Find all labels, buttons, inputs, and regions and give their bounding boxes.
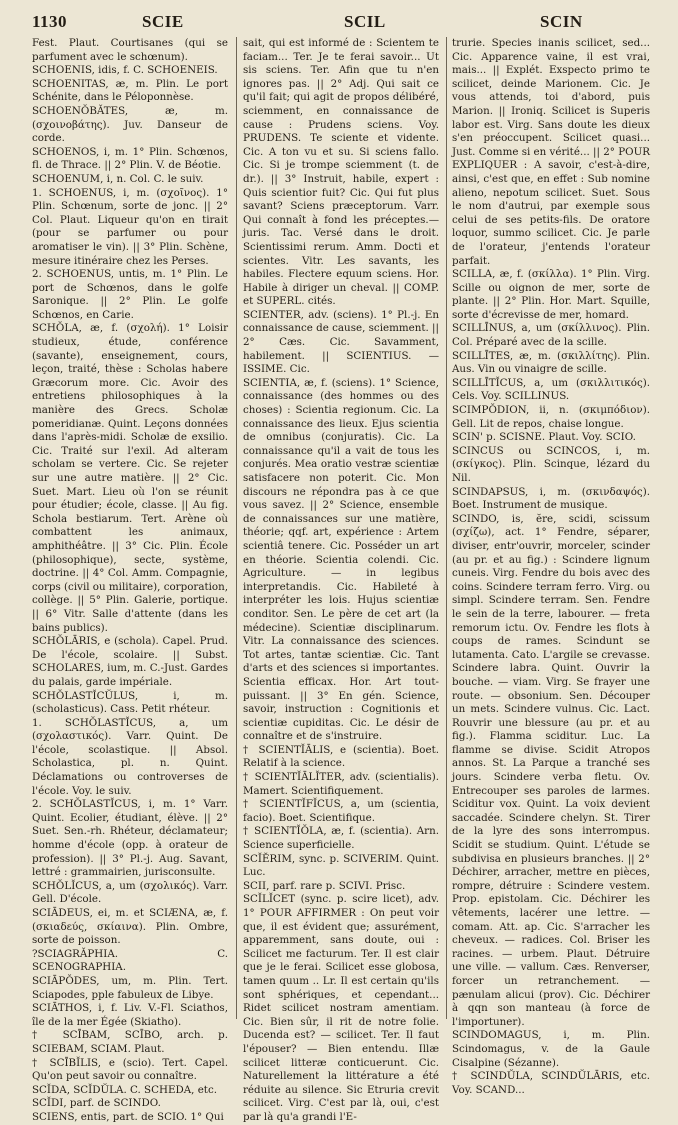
dictionary-entry: SCINCUS ou SCINCOS, i, m. (σκίγκος). Plin. Scinque, lézard du Nil.: [452, 444, 650, 484]
dictionary-entry: † SCIENTĬFĬCUS, a, um (scientia, facio). Boet. Scientifique.: [243, 798, 439, 824]
dictionary-entry: SCIĀTHOS, i, f. Liv. V.-Fl. Sciathos, île de la mer Égée (Skiatho).: [32, 1002, 228, 1028]
dictionary-entry: trurie. Species inanis scilicet, sed... Cic. Apparence vaine, il est vrai, mais... || Explét. Exspecto primo te scilicet, deinde Marionem. Cic. Je vous attends, toi d'abord, puis Marion. || Ironiq. Scilicet is Superis labor est. Virg. Sans doute les dieux s'en préoccupent. Scilicet quasi... Just. Comme si en vérité... || 2° POUR EXPLIQUER : A savoir, c'est-à-dire, ainsi, c'est que, en effet : Sub nomine alieno, nepotum scilicet. Suet. Sous le nom d'autrui, par exemple sous celui de ses petits-fils. De oratore loquor, summo scilicet. Cic. Je parle de l'orateur, j'entends l'orateur parfait.: [452, 37, 650, 267]
dictionary-entry: SCHŎLA, æ, f. (σχολή). 1° Loisir studieux, étude, conférence (savante), enseignement, cours, leçon, traité, thèse : Scholas habere Græcorum more. Cic. Avoir des entretiens philosophiques à la manière des Grecs. Scholæ pomeridianæ. Quint. Leçons données dans l'après-midi. Scholæ de exsilio. Cic. Traité sur l'exil. Ad alteram scholam se vertere. Cic. Se rejeter sur une autre matière. || 2° Cic. Suet. Mart. Lieu où l'on se réunit pour étudier; école, classe. || Au fig. Schola bestiarum. Tert. Arène où combattent les animaux, amphithéâtre. || 3° Cic. Plin. École (philosophique), secte, système, doctrine. || 4° Col. Amm. Compagnie, corps (civil ou militaire), corporation, collège. || 5° Plin. Galerie, portique. || 6° Vitr. Salle d'attente (dans les bains publics).: [32, 322, 228, 634]
dictionary-entry: † SCIENTĬĀLIS, e (scientia). Boet. Relatif à la science.: [243, 743, 439, 770]
dictionary-entry: SCHOENOS, i, m. 1° Plin. Schœnos, fl. de Thrace. || 2° Plin. V. de Béotie.: [32, 145, 228, 172]
dictionary-entry: SCĬĔRIM, sync. p. SCIVERIM. Quint. Luc.: [243, 852, 439, 879]
dictionary-entry: SCINDAPSUS, i, m. (σκινδαψός). Boet. Instrument de musique.: [452, 485, 650, 512]
dictionary-entry: † SCINDŬLA, SCINDŬLĀRIS, etc. Voy. SCAND...: [452, 1070, 650, 1096]
dictionary-entry: SCĬLĬCET (sync. p. scire licet), adv. 1° POUR AFFIRMER : On peut voir que, il est évident que; assurément, apparemment, sans doute, oui : Scilicet me facturum. Ter. Il est clair que je le ferai. Scilicet esse globosa, tamen quum .. Lr. Il est certain qu'ils sont sphériques, et cependant... Ridet scilicet nostram amentiam. Cic. Bien sûr, il rit de notre folie. Ducenda est? — scilicet. Ter. Il faut l'épouser? — Bien entendu. Illæ scilicet litteræ conticuerunt. Cic. Naturellement la littérature a été réduite au silence. Sic Etruria crevit scilicet. Virg. C'est par là, oui, c'est par là qu'a grandi l'E-: [243, 893, 439, 1123]
dictionary-entry: SCILLĪTĬCUS, a, um (σκιλλιτικός). Cels. Voy. SCILLINUS.: [452, 376, 650, 403]
dictionary-entry: SCIMPŎDION, ii, n. (σκιμπόδιον). Gell. Lit de repos, chaise longue.: [452, 404, 650, 430]
dictionary-entry: 1. SCHOENUS, i, m. (σχοῖνος). 1° Plin. Schœnum, sorte de jonc. || 2° Col. Plaut. Liqueur qu'on en tirait (pour se parfumer ou pour aromatiser le vin). || 3° Plin. Schène, mesure itinéraire chez les Perses.: [32, 186, 228, 267]
dictionary-entry: ?SCIAGRĂPHIA. C. SCENOGRAPHIA.: [32, 947, 228, 974]
dictionary-entry: SCHŎLASTĬCŬLUS, i, m. (scholasticus). Cass. Petit rhéteur.: [32, 689, 228, 716]
dictionary-entry: SCIĀDEUS, ei, m. et SCIÆNA, æ, f. (σκιαδεύς, σκίαινα). Plin. Ombre, sorte de poisson.: [32, 907, 228, 947]
dictionary-entry: SCIENTER, adv. (sciens). 1° Pl.-j. En connaissance de cause, sciemment. || 2° Cæs. Cic. Savamment, habilement. || SCIENTIUS. — ISSIME. Cic.: [243, 308, 439, 376]
dictionary-entry: 2. SCHOENUS, untis, m. 1° Plin. Le port de Schœnos, dans le golfe Saronique. || 2° Plin. Le golfe Schœnos, en Carie.: [32, 268, 228, 321]
dictionary-entry: SCHŎLĬCUS, a, um (σχολικός). Varr. Gell. D'école.: [32, 879, 228, 906]
column-right: [452, 37, 650, 1096]
column-rule: [236, 37, 237, 1019]
dictionary-entry: Fest. Plaut. Courtisanes (qui se parfument avec le schœnum).: [32, 37, 228, 63]
dictionary-entry: SCHOENITAS, æ, m. Plin. Le port Schénite, dans le Péloponnèse.: [32, 77, 228, 104]
dictionary-entry: SCHOENUM, i, n. Col. C. le suiv.: [32, 172, 204, 185]
page-number: 1130: [32, 12, 68, 31]
guide-word-left: SCIE: [142, 12, 184, 31]
dictionary-entry: SCILLA, æ, f. (σκίλλα). 1° Plin. Virg. Scille ou oignon de mer, sorte de plante. || 2° Plin. Hor. Mart. Squille, sorte d'écrevisse de mer, homard.: [452, 268, 650, 321]
guide-word-center: SCIL: [344, 12, 386, 31]
dictionary-entry: † SCĪBĬLIS, e (scio). Tert. Capel. Qu'on peut savoir ou connaître.: [32, 1056, 228, 1083]
dictionary-entry: SCII, parf. rare p. SCIVI. Prisc.: [243, 879, 406, 892]
dictionary-entry: † SCĪBAM, SCĪBO, arch. p. SCIEBAM, SCIAM. Plaut.: [32, 1029, 228, 1055]
dictionary-entry: sait, qui est informé de : Scientem te faciam... Ter. Je te ferai savoir... Ut sis sciens. Ter. Afin que tu n'en ignores pas. || 2° Adj. Qui sait ce qu'il fait; qui agit de propos délibéré, sciemment, en connaissance de cause : Prudens sciens. Voy. PRUDENS. Te sciente et vidente. Cic. A ton vu et su. Si sciens fallo. Cic. Si je trompe sciemment (t. de dr.). || 3° Instruit, habile, expert : Quis scientior fuit? Cic. Qui fut plus savant? Sciens præceptorum. Varr. Qui connaît à fond les préceptes.— juris. Tac. Versé dans le droit. Scientissimi rerum. Amm. Docti et scientes. Vitr. Les savants, les habiles. Flectere equum sciens. Hor. Habile à diriger un cheval. || COMP. et SUPERL. cités.: [243, 37, 439, 308]
column-middle: [243, 37, 439, 1123]
dictionary-entry: SCHOENŎBĂTES, æ, m. (σχοινοβάτης). Juv. Danseur de corde.: [32, 104, 228, 145]
dictionary-entry: SCIENS, entis, part. de SCIO. 1° Qui: [32, 1110, 224, 1123]
dictionary-entry: SCĬDI, parf. de SCINDO.: [32, 1097, 161, 1110]
dictionary-entry: † SCIENTĬĀLĬTER, adv. (scientialis). Mamert. Scientifiquement.: [243, 771, 439, 797]
dictionary-entry: SCĬDA, SCĬDŬLA. C. SCHEDA, etc.: [32, 1083, 217, 1096]
dictionary-entry: † SCIENTĬŎLA, æ, f. (scientia). Arn. Science superficielle.: [243, 825, 439, 852]
dictionary-entry: SCILLĪTES, æ, m. (σκιλλίτης). Plin. Aus. Vin ou vinaigre de scille.: [452, 349, 650, 376]
dictionary-entry: SCILLĪNUS, a, um (σκίλλινος). Plin. Col. Préparé avec de la scille.: [452, 322, 650, 349]
dictionary-entry: SCINDO, is, ĕre, scidi, scissum (σχίζω), act. 1° Fendre, séparer, diviser, entr'ouvrir, morceler, scinder (au pr. et au fig.) : Scindere lignum cuneis. Virg. Fendre du bois avec des coins. Scindere terram ferro. Virg. ou simpl. Scindere terram. Sen. Fendre le sein de la terre, labourer. — freta remorum ictu. Ov. Fendre les flots à coups de rames. Scindunt se lutamenta. Cato. L'argile se crevasse. Scindere labra. Quint. Ouvrir la bouche. — viam. Virg. Se frayer une route. — obsonium. Sen. Découper un mets. Scindere vulnus. Cic. Lact. Rouvrir une blessure (au pr. et au fig.). Flamma sciditur. Luc. La flamme se divise. Scidit Atropos annos. St. La Parque a tranché ses jours. Scindere verba fletu. Ov. Entrecouper ses paroles de larmes. Sciditur vox. Quint. La voix devient saccadée. Scindere chelyn. St. Tirer de la lyre des sons interrompus. Scidit se studium. Quint. L'étude se subdivisa en plusieurs branches. || 2° Déchirer, arracher, mettre en pièces, rompre, détruire : Scindere vestem. Prop. epistolam. Cic. Déchirer les vêtements, lacérer une lettre. — comam. Att. ap. Cic. S'arracher les cheveux. — radices. Col. Briser les racines. — urbem. Plaut. Détruire une ville. — vallum. Cæs. Renverser, forcer un retranchement. — pænulam alicui (prov). Cic. Déchirer à qqn son manteau (à force de l'importuner).: [452, 512, 650, 1028]
guide-word-right: SCIN: [540, 12, 583, 31]
dictionary-entry: SCIĀPŎDES, um, m. Plin. Tert. Sciapodes, pple fabuleux de Libye.: [32, 974, 228, 1001]
dictionary-entry: 1. SCHŎLASTĬCUS, a, um (σχολαστικός). Varr. Quint. De l'école, scolastique. || Absol. Scholastica, pl. n. Quint. Déclamations ou controverses de l'école. Voy. le suiv.: [32, 716, 228, 797]
dictionary-entry: SCINDOMAGUS, i, m. Plin. Scindomagus, v. de la Gaule Cisalpine (Sézanne).: [452, 1029, 650, 1069]
dictionary-entry: SCHOENIS, idis, f. C. SCHOENEIS.: [32, 64, 218, 77]
dictionary-entry: SCIN' p. SCISNE. Plaut. Voy. SCIO.: [452, 431, 636, 444]
dictionary-entry: 2. SCHŎLASTĬCUS, i, m. 1° Varr. Quint. Ecolier, étudiant, élève. || 2° Suet. Sen.-rh. Rhéteur, déclamateur; homme d'école (opp. à orateur de profession). || 3° Pl.-j. Aug. Savant, lettré : grammairien, jurisconsulte.: [32, 798, 228, 879]
dictionary-entry: SCIENTIA, æ, f. (sciens). 1° Science, connaissance (des hommes ou des choses) : Scientia regionum. Cic. La connaissance des lieux. Ejus scientia de omnibus (conjuratis). Cic. La connaissance qu'il a vait de tous les conjurés. Mea oratio vestræ scientiæ satisfacere non poterit. Cic. Mon discours ne répondra pas à ce que vous savez. || 2° Science, ensemble de connaissances sur une matière, théorie; qqf. art, expérience : Artem scientiâ tenere. Cic. Posséder un art en théorie. Scientia colendi. Cic. Agriculture. — in legibus interpretandis. Cic. Habileté à interpréter les lois. Hujus scientiæ conditor. Sen. Le père de cet art (la médecine). Scientiæ disciplinarum. Vitr. La connaissance des sciences. Tot artes, tantæ scientiæ. Cic. Tant d'arts et des sciences si importantes. Scientia efficax. Hor. Art tout-puissant. || 3° En gén. Science, savoir, instruction : Cognitionis et scientiæ cupiditas. Cic. Le désir de connaître et de s'instruire.: [243, 376, 439, 743]
running-header: [0, 12, 678, 34]
column-rule: [446, 37, 447, 1019]
column-left: [32, 37, 228, 1123]
dictionary-entry: SCHŎLĀRIS, e (schola). Capel. Prud. De l'école, scolaire. || Subst. SCHOLARES, ium, m. C.-Just. Gardes du palais, garde impériale.: [32, 635, 228, 688]
